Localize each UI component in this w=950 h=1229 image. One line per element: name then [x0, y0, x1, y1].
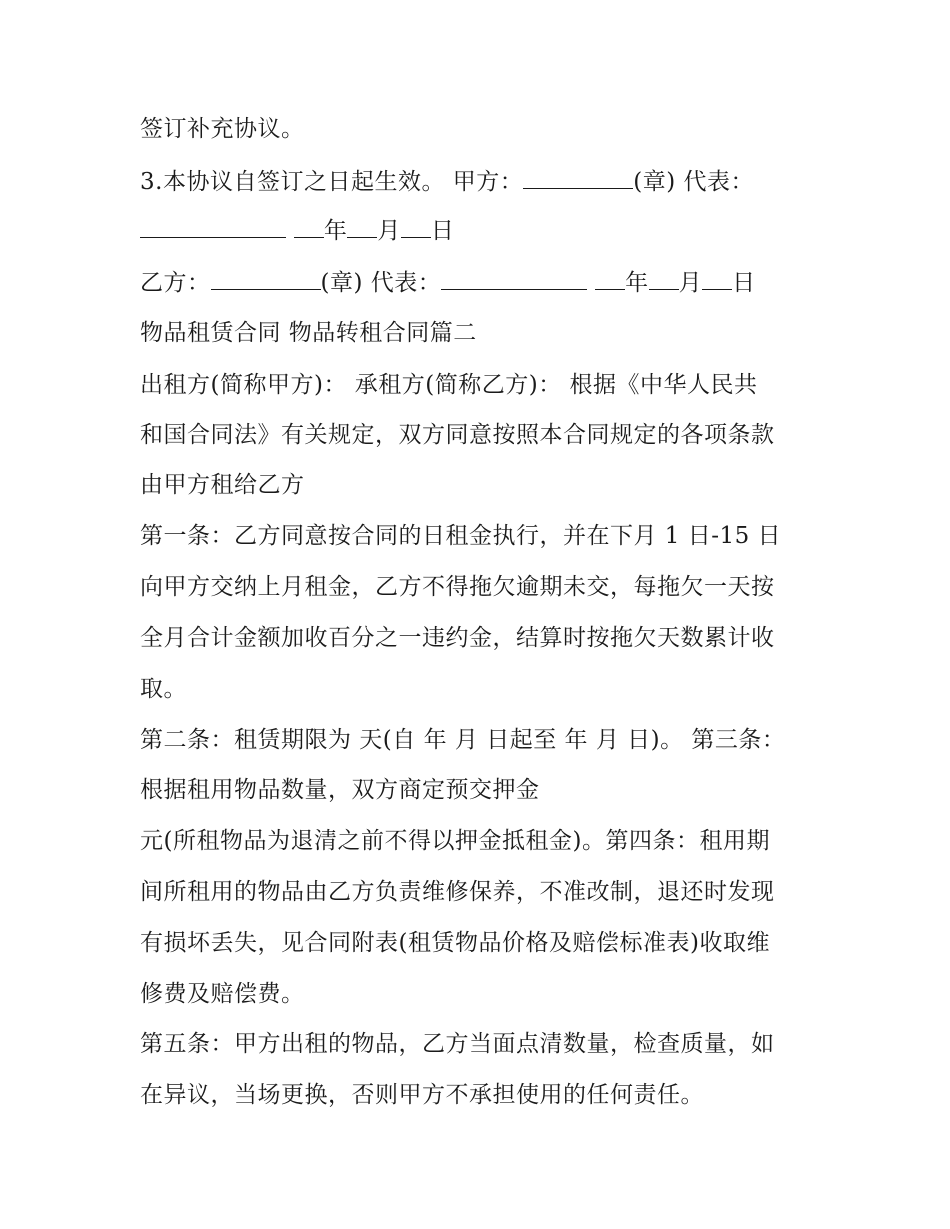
- seal-representative-label: (章) 代表：: [320, 270, 442, 296]
- party-b-label: 乙方：: [140, 270, 211, 296]
- representative-blank: [140, 217, 286, 238]
- paragraph-line: 出租方(简称甲方)： 承租方(简称乙方)： 根据《中华人民共: [140, 372, 758, 398]
- year-blank: [294, 217, 324, 238]
- effective-clause-text: 3.本协议自签订之日起生效。 甲方：: [140, 169, 524, 195]
- spacer: [286, 218, 294, 244]
- article-5-line: 第五条：甲方出租的物品，乙方当面点清数量，检查质量，如: [140, 1031, 775, 1057]
- paragraph-line: 有损坏丢失，见合同附表(租赁物品价格及赔偿标准表)收取维: [140, 930, 770, 956]
- party-a-date-line: [140, 216, 830, 246]
- party-b-name-blank: [211, 269, 321, 290]
- signature-line-party-b: [140, 268, 830, 298]
- year-blank: [595, 269, 625, 290]
- year-label: 年: [625, 270, 649, 296]
- paragraph-line: 签订补充协议。: [140, 116, 305, 142]
- paragraph-line: 全月合计金额加收百分之一违约金，结算时按拖欠天数累计收: [140, 625, 775, 651]
- day-blank: [401, 217, 431, 238]
- spacer: [587, 270, 595, 296]
- month-blank: [649, 269, 679, 290]
- paragraph-line: 间所租用的物品由乙方负责维修保养，不准改制，退还时发现: [140, 879, 775, 905]
- representative-blank: [441, 269, 587, 290]
- section-heading: 物品租赁合同 物品转租合同篇二: [140, 320, 477, 346]
- month-blank: [347, 217, 377, 238]
- paragraph-line: 取。: [140, 676, 187, 702]
- day-blank: [702, 269, 732, 290]
- paragraph-line: 由甲方租给乙方: [140, 472, 305, 498]
- paragraph-line: 在异议，当场更换，否则甲方不承担使用的任何责任。: [140, 1082, 704, 1108]
- month-label: 月: [678, 270, 703, 296]
- article-1-line: 第一条：乙方同意按合同的日租金执行，并在下月 1 日-15 日: [140, 523, 782, 549]
- year-label: 年: [323, 218, 348, 244]
- party-a-name-blank: [523, 168, 633, 189]
- article-2-line: 第二条：租赁期限为 天(自 年 月 日起至 年 月 日)。 第三条：: [140, 727, 786, 753]
- paragraph-line: 元(所租物品为退清之前不得以押金抵租金)。第四条：租用期: [140, 828, 770, 854]
- paragraph-line: 和国合同法》有关规定，双方同意按照本合同规定的各项条款: [140, 422, 775, 448]
- day-label: 日: [732, 270, 756, 296]
- paragraph-line: 向甲方交纳上月租金，乙方不得拖欠逾期未交，每拖欠一天按: [140, 574, 775, 600]
- day-label: 日: [430, 218, 455, 244]
- month-label: 月: [377, 218, 401, 244]
- signature-line-party-a: [140, 167, 830, 197]
- paragraph-line: 修费及赔偿费。: [140, 981, 305, 1007]
- seal-representative-label: (章) 代表：: [633, 169, 755, 195]
- paragraph-line: 根据租用物品数量，双方商定预交押金: [140, 777, 540, 803]
